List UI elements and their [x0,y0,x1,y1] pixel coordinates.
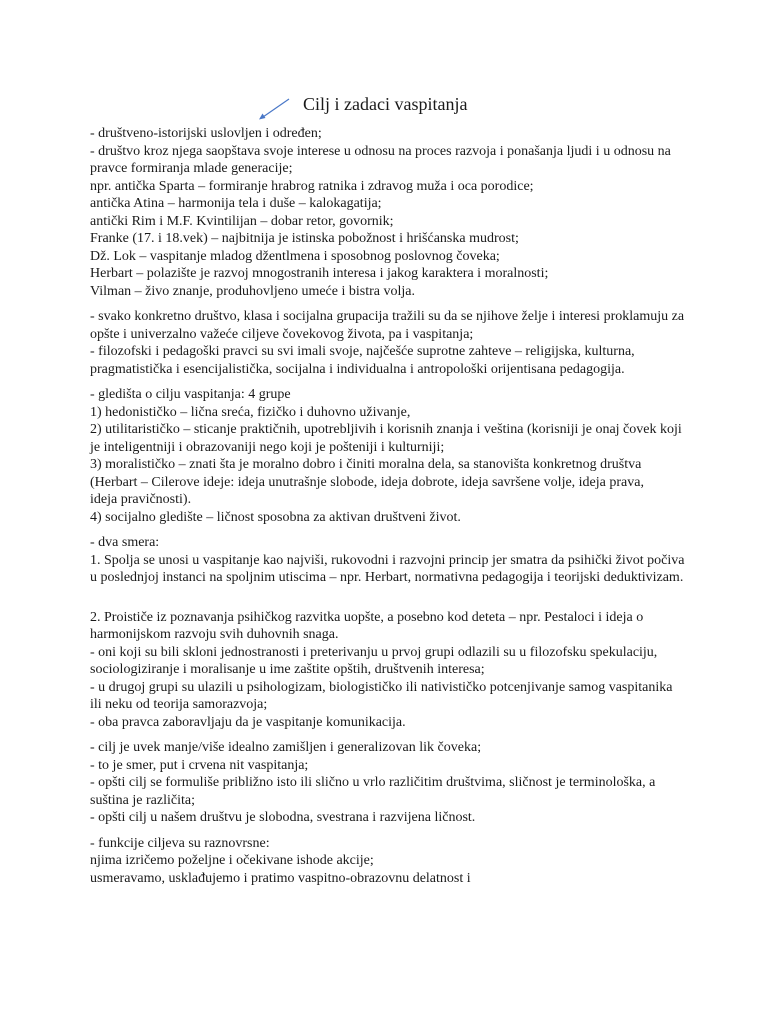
paragraph [90,534,690,587]
text-line: - opšti cilj se formuliše približno isto ili slično u vrlo različitim društvima, sličnost je terminološka, a [90,775,656,790]
text-line: antička Atina – harmonija tela i duše – kalokagatija; [90,196,382,211]
text-line: - cilj je uvek manje/više idealno zamišljen i generalizovan lik čoveka; [90,740,482,755]
text-line: Herbart – polazište je razvoj mnogostranih interesa i jakog karaktera i moralnosti; [90,266,549,281]
text-line: - opšti cilj u našem društvu je slobodna, svestrana i razvijena ličnost. [90,810,476,825]
text-line: Vilman – živo znanje, produhovljeno umeće i bistra volja. [90,283,415,299]
text-line: 2. Proističe iz poznavanja psihičkog razvitka uopšte, a posebno kod deteta – npr. Pestaloci i ideja o [90,609,644,625]
text-line: - dva smera: [90,535,160,550]
text-line: Dž. Lok – vaspitanje mladog džentlmena i sposobnog poslovnog čoveka; [90,248,500,264]
text-line: - filozofski i pedagoški pravci su svi imali svoje, najčešće suprotne zahteve – religijska, kulturna, [90,344,635,359]
text-line: npr. antička Sparta – formiranje hrabrog ratnika i zdravog muža i oca porodice; [90,178,534,194]
text-line: antički Rim i M.F. Kvintilijan – dobar retor, govornik; [90,213,394,229]
text-line: - svako konkretno društvo, klasa i socijalna grupacija tražili su da se njihove želje i interesi proklamuju za [90,309,685,324]
arrow-down-left-icon [256,96,292,122]
document-title: Cilj i zadaci vaspitanja [303,94,468,114]
text-line: (Herbart – Cilerove ideje: ideja unutrašnje slobode, ideja dobrote, ideja savršene volje, ideja prava, [90,474,644,490]
text-line: - funkcije ciljeva su raznovrsne: [90,835,270,851]
text-line: pragmatistička i esencijalistička, socijalna i individualna i antropološki orijentisana pedagogija. [90,361,625,377]
text-line: harmonijskom razvoju svih duhovnih snaga. [90,627,339,642]
text-line: 1. Spolja se unosi u vaspitanje kao najviši, rukovodni i razvojni princip jer smatra da psihički život počiva [90,552,685,568]
text-line: - to je smer, put i crvena nit vaspitanja; [90,757,309,773]
text-line: sociologiziranje i moralisanje u ime zaštite opštih, društvenih interesa; [90,662,485,677]
paragraph [90,609,690,732]
text-line: - u drugoj grupi su ulazili u psihologizam, biologističko ili nativističko potcenjivanje samog vaspitanika [90,679,673,695]
text-line: ili neku od teorija samorazvoja; [90,697,268,712]
text-line: 4) socijalno gledište – ličnost sposobna za aktivan društveni život. [90,509,461,525]
paragraph [90,386,690,526]
paragraph [90,739,690,827]
document-body [90,125,690,895]
text-line: - gledišta o cilju vaspitanja: 4 grupe [90,387,291,402]
text-line: u poslednjoj instanci na spoljnim utiscima – npr. Herbart, normativna pedagogija i teorijski deduktivizam. [90,570,684,585]
text-line: Franke (17. i 18.vek) – najbitnija je istinska pobožnost i hrišćanska mudrost; [90,231,519,246]
text-line: opšte i univerzalno važeće ciljeve čovekovog života, pa i vaspitanja; [90,326,474,342]
text-line: 1) hedonističko – lična sreća, fizičko i duhovno uživanje, [90,404,411,420]
text-line: 3) moralističko – znati šta je moralno dobro i činiti moralna dela, sa stanovišta konkretnog društva [90,457,642,472]
paragraph [90,125,690,300]
text-line: - oba pravca zaboravljaju da je vaspitanje komunikacija. [90,714,406,730]
text-line: je inteligentniji i obrazovaniji nego koji je pošteniji i kulturniji; [90,439,445,455]
paragraph [90,308,690,378]
text-line: ideja pravičnosti). [90,492,192,507]
text-line: usmeravamo, usklađujemo i pratimo vaspitno-obrazovnu delatnost i [90,870,471,886]
text-line: - oni koji su bili skloni jednostranosti i preterivanju u prvoj grupi odlazili su u filozofsku spekulaciju, [90,644,658,660]
text-line: njima izričemo poželjne i očekivane ishode akcije; [90,853,374,868]
paragraph [90,835,690,888]
text-line: pravce formiranja mlade generacije; [90,161,293,176]
text-line: - društvo kroz njega saopštava svoje interese u odnosu na proces razvoja i ponašanja ljudi i u odnosu na [90,143,671,159]
text-line: 2) utilitarističko – sticanje praktičnih, upotrebljivih i korisnih znanja i veština (korisniji je onaj čovek koji [90,422,682,437]
text-line: - društveno-istorijski uslovljen i određen; [90,126,322,141]
text-line: suština je različita; [90,792,195,808]
